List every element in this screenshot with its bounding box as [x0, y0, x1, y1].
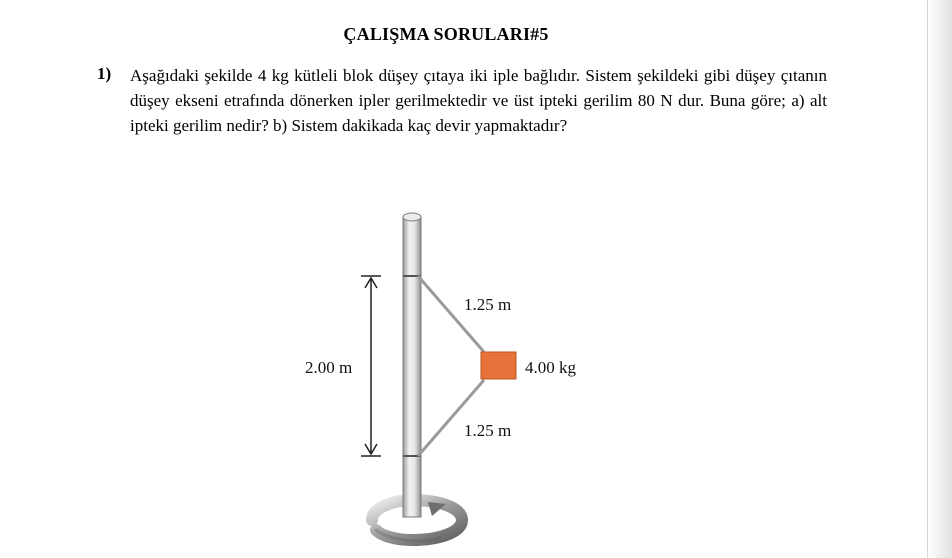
upper-string: [418, 276, 484, 352]
vertical-rod: [403, 213, 421, 517]
page-title: ÇALIŞMA SORULARI#5: [343, 24, 549, 44]
height-dimension: [361, 276, 381, 456]
lower-string-label: 1.25 m: [464, 421, 512, 440]
height-label: 2.00 m: [305, 358, 353, 377]
page-edge: [927, 0, 952, 558]
question-number: 1): [97, 64, 112, 83]
question-text: Aşağıdaki şekilde 4 kg kütleli blok düşey çıtaya iki iple bağlıdır. Sistem şekildeki gibi düşey çıtanın düşey ekseni etrafında dönerken ipler gerilmektedir ve üst ipteki gerilim 80 N dur. Buna göre; a) alt ipteki gerilim nedir? b) Sistem dakikada kaç devir yapmaktadır?: [130, 66, 827, 135]
upper-string-label: 1.25 m: [464, 295, 512, 314]
mass-label: 4.00 kg: [525, 358, 576, 377]
lower-string: [418, 380, 484, 456]
mass-block: [481, 352, 516, 379]
